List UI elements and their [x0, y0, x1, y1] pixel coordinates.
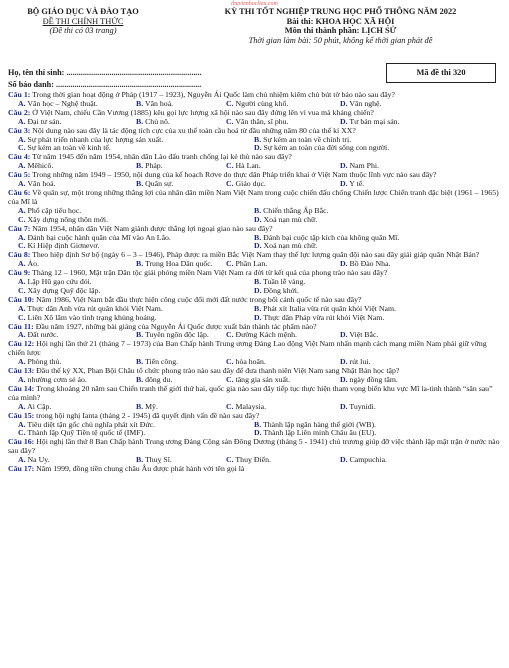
- answer-options: [8, 278, 503, 296]
- option-key: C.: [226, 330, 234, 340]
- exam-title: KỲ THI TỐT NGHIỆP TRUNG HỌC PHỔ THÔNG NĂM 2022: [224, 7, 457, 16]
- question-text: Hội nghị lần thứ 8 Ban Chấp hành Trung ương Đảng Cộng sản Đông Dương (tháng 5 - 1941) chủ trương giúp đỡ việc thành lập mặt trận ở nước nào sau đây?: [8, 437, 500, 456]
- option-key: A.: [18, 116, 26, 126]
- option-text: Thực dân Anh vừa rút quân khỏi Việt Nam.: [27, 303, 163, 313]
- option-text: Phần Lan.: [235, 259, 268, 269]
- option-key: D.: [254, 428, 262, 438]
- option-key: C.: [226, 161, 234, 171]
- question-text: Nội dung nào sau đây là tác động tích cực của xu thế toàn cầu hoá từ đầu những năm 80 của thế kỉ XX?: [32, 125, 356, 135]
- option-key: A.: [18, 455, 26, 465]
- option-text: Đường Kách mệnh.: [235, 330, 297, 340]
- answer-option: [254, 216, 503, 225]
- question-list: [8, 91, 503, 474]
- option-text: nhường cơm sẻ áo.: [27, 375, 87, 384]
- question-text: Năm 1999, đồng tiền chung châu Âu được phát hành với tên gọi là: [36, 464, 245, 474]
- question-number: Câu 5:: [8, 170, 31, 180]
- option-text: hòa hoãn.: [235, 357, 266, 367]
- option-key: D.: [340, 259, 348, 269]
- option-key: C.: [226, 357, 234, 367]
- exam-time: Thời gian làm bài: 50 phút, không kể thời gian phát đề: [248, 35, 433, 45]
- option-text: Xây dựng nông thôn mới.: [27, 214, 109, 224]
- option-text: Phát xít Italia vừa rút quân khỏi Việt Nam.: [263, 303, 396, 313]
- option-text: rút lui.: [349, 357, 371, 367]
- option-text: Người cùng khổ.: [235, 98, 289, 108]
- question-number: Câu 13:: [8, 366, 35, 376]
- option-text: Liên Xô lâm vào tình trạng khủng hoảng.: [27, 312, 157, 322]
- question-number: Câu 11:: [8, 321, 34, 331]
- option-text: Văn học – Nghệ thuật.: [27, 98, 98, 108]
- option-text: Chiến thắng Ấp Bắc.: [263, 205, 329, 215]
- option-text: Giáo dục.: [235, 179, 266, 189]
- exam-header: [8, 7, 503, 69]
- option-text: Kí Hiệp định Giơnevơ.: [27, 241, 100, 251]
- option-text: Tuyên ngôn độc lập.: [144, 330, 209, 340]
- option-text: Thành lập Liên minh Châu âu (EU).: [263, 428, 377, 438]
- option-key: B.: [136, 375, 144, 384]
- answer-option: [340, 403, 503, 412]
- option-text: Đồng khởi.: [263, 285, 299, 295]
- question-number: Câu 2:: [8, 107, 31, 117]
- question-text: trong hội nghị Ianta (tháng 2 - 1945) đã quyết định vấn đề nào sau đây?: [36, 410, 260, 420]
- option-text: Việt Bắc.: [349, 330, 379, 340]
- exam-subject: Môn thi thành phần: LỊCH SỬ: [284, 26, 397, 36]
- answer-option: [340, 456, 503, 465]
- question-number: Câu 9:: [8, 268, 31, 278]
- question-number: Câu 14:: [8, 383, 35, 393]
- answer-options: [8, 234, 503, 252]
- candidate-id-line: Số báo danh: .......................................................................: [8, 80, 202, 89]
- option-text: Văn hoá.: [27, 179, 56, 189]
- option-key: B.: [254, 232, 262, 242]
- option-text: Xây dựng Quỹ độc lập.: [27, 285, 101, 295]
- option-key: D.: [340, 179, 348, 189]
- option-text: Bồ Đào Nha.: [349, 259, 391, 269]
- option-text: Thuỵ Điển.: [235, 455, 271, 465]
- question: [8, 385, 503, 403]
- option-key: B.: [254, 277, 262, 287]
- question-number: Câu 12:: [8, 339, 35, 349]
- option-key: A.: [18, 179, 26, 189]
- exam-code-box: Mã đề thi 320: [386, 63, 496, 83]
- option-text: Tuynidi.: [349, 401, 376, 411]
- option-key: D.: [254, 214, 262, 224]
- option-key: D.: [254, 312, 262, 322]
- option-text: Na Uy.: [27, 455, 50, 465]
- option-text: Thành lập ngân hàng thế giới (WB).: [262, 419, 377, 429]
- option-text: Thực dân Pháp vừa rút khỏi Việt Nam.: [263, 312, 385, 322]
- watermark: thuvienhoclieu.com: [231, 1, 278, 7]
- question-text: Đầu thế kỷ XX, Phan Bội Châu tổ chức phong trào nào sau đây để đưa thanh niên Việt Nam sang Nhật Bản học tập?: [36, 366, 400, 376]
- option-text: Tiêu diệt tận gốc chủ nghĩa phát xít Đức.: [27, 419, 155, 429]
- option-key: B.: [136, 401, 144, 411]
- option-key: A.: [18, 303, 26, 313]
- option-key: C.: [18, 143, 26, 153]
- option-key: C.: [226, 375, 234, 384]
- option-text: Campuchia.: [349, 455, 388, 465]
- option-text: Sự kém an toàn về chính trị.: [263, 134, 352, 144]
- question-number: Câu 10:: [8, 294, 35, 304]
- option-key: C.: [226, 259, 234, 269]
- exam-title-block: [178, 7, 503, 45]
- option-text: Đại tư sản.: [27, 116, 62, 126]
- question-text: Tháng 12 – 1960, Mặt trận Dân tộc giải phóng miền Nam Việt Nam ra đời từ kết quả của phong trào nào sau đây?: [32, 268, 388, 278]
- option-key: C.: [226, 401, 234, 411]
- option-text: Xoá nạn mù chữ.: [263, 241, 318, 251]
- option-key: A.: [18, 277, 26, 287]
- option-key: B.: [254, 134, 262, 144]
- candidate-info: [8, 67, 308, 91]
- option-key: A.: [18, 232, 26, 242]
- answer-options: [8, 207, 503, 225]
- question-text: Hội nghị lần thứ 21 (tháng 7 – 1973) của Ban Chấp hành Trung ương Đảng Lao động Việt Nam nhấn mạnh cách mạng miền Nam phải giữ vững chiến lược: [8, 339, 487, 358]
- option-text: đông du.: [145, 375, 173, 384]
- option-key: B.: [136, 455, 144, 465]
- option-key: D.: [340, 357, 348, 367]
- option-key: C.: [18, 214, 26, 224]
- option-key: B.: [136, 259, 144, 269]
- candidate-name-line: Họ, tên thí sinh: ..................................................................: [8, 68, 202, 77]
- option-text: Sự kém an toàn của đời sống con người.: [263, 143, 390, 153]
- option-key: D.: [340, 375, 348, 384]
- option-key: C.: [18, 285, 26, 295]
- option-text: Sự kém an toàn về kinh tế.: [27, 143, 111, 153]
- option-text: tăng gia sản xuất.: [235, 375, 291, 384]
- option-key: C.: [226, 116, 234, 126]
- option-key: A.: [18, 375, 26, 384]
- option-text: Quân sự.: [145, 179, 174, 189]
- question-number: Câu 7:: [8, 223, 31, 233]
- option-key: A.: [18, 134, 26, 144]
- option-text: Ai Cập.: [27, 401, 52, 411]
- option-key: C.: [18, 428, 26, 438]
- option-text: Sự phát triển nhanh của lực lượng sản xuất.: [27, 134, 164, 144]
- question-number: Câu 3:: [8, 125, 31, 135]
- option-key: A.: [18, 401, 26, 411]
- option-key: B.: [254, 419, 262, 429]
- exam-section: Bài thi: KHOA HỌC XÃ HỘI: [286, 16, 395, 26]
- answer-options: [8, 136, 503, 154]
- option-text: Ảo.: [27, 259, 40, 269]
- option-key: A.: [18, 205, 26, 215]
- option-key: B.: [136, 161, 144, 171]
- question: [8, 189, 503, 207]
- option-text: Mỹ.: [145, 401, 158, 411]
- answer-options: [8, 421, 503, 439]
- option-key: B.: [136, 330, 144, 340]
- option-key: B.: [136, 179, 144, 189]
- option-key: B.: [254, 303, 262, 313]
- question-text: Trong thời gian hoạt động ở Pháp (1917 – 1923), Nguyễn Ái Quốc làm chủ nhiệm kiêm chủ bút tờ báo nào sau đây?: [32, 90, 396, 99]
- question-text: Năm 1954, nhân dân Việt Nam giành được thắng lợi ngoại giao nào sau đây?: [32, 223, 273, 233]
- option-text: Tuần lễ vàng.: [262, 277, 306, 287]
- question: [8, 340, 503, 358]
- question-text: Đầu năm 1927, những bài giảng của Nguyễn Ái Quốc được xuất bản thành tác phẩm nào?: [35, 321, 317, 331]
- answer-options: [8, 305, 503, 323]
- option-text: Văn nghệ.: [349, 98, 382, 108]
- question-number: Câu 1:: [8, 90, 31, 99]
- question-number: Câu 17:: [8, 464, 35, 474]
- question: [8, 438, 503, 456]
- option-text: Tư bản mại sản.: [349, 116, 400, 126]
- option-key: D.: [254, 285, 262, 295]
- option-key: C.: [226, 455, 234, 465]
- option-key: A.: [18, 161, 26, 171]
- question-number: Câu 8:: [8, 250, 31, 260]
- option-key: D.: [254, 143, 262, 153]
- option-text: Pháp.: [145, 161, 163, 171]
- option-text: Đất nước.: [27, 330, 59, 340]
- option-key: D.: [340, 455, 348, 465]
- option-text: Xoá nạn mù chữ.: [263, 214, 318, 224]
- option-text: Văn hoá.: [144, 98, 174, 108]
- option-key: D.: [340, 116, 348, 126]
- option-key: D.: [340, 161, 348, 171]
- option-key: C.: [226, 98, 234, 108]
- question-text: Về quân sự, một trong những thắng lợi của nhân dân miền Nam Việt Nam trong cuộc chiến đấu chống Chiến lược Chiến tranh đặc biệt (1961 – 1965) của Mĩ là: [8, 187, 499, 206]
- option-text: Tiến công.: [144, 357, 179, 367]
- option-key: A.: [18, 419, 26, 429]
- question-text: Theo hiệp định Sơ bộ (ngày 6 – 3 – 1946), Pháp được ra miền Bắc Việt Nam thay thế lực lượng quân đội nào sau đây giải giáp quân Nhật Bản?: [32, 250, 480, 260]
- question-number: Câu 16:: [8, 437, 35, 447]
- option-key: B.: [136, 357, 144, 367]
- option-key: A.: [18, 357, 26, 367]
- option-text: Thuỵ Sĩ.: [144, 455, 172, 465]
- question-text: Trong khoảng 20 năm sau Chiến tranh thế giới thứ hai, quốc gia nào sau đây tiếp tục thực hiện tham vọng biến khu vực Mĩ la-tinh thành “sân sau” của mình?: [8, 383, 493, 402]
- option-key: B.: [254, 205, 262, 215]
- option-key: D.: [340, 330, 348, 340]
- option-text: Chủ nô.: [145, 116, 170, 126]
- option-key: A.: [18, 259, 26, 269]
- question-number: Câu 15:: [8, 410, 35, 420]
- option-text: Phổ cập tiểu học.: [27, 205, 82, 215]
- option-text: Đánh bại cuộc tập kích của không quân Mĩ.: [263, 232, 400, 242]
- option-key: D.: [340, 98, 348, 108]
- official-label: ĐỀ THI CHÍNH THỨC: [42, 16, 124, 26]
- option-text: Hà Lan.: [235, 161, 261, 171]
- question-number: Câu 4:: [8, 152, 31, 162]
- question-text: Từ năm 1945 đến năm 1954, nhân dân Lào đấu tranh chống lại kẻ thù nào sau đây?: [32, 152, 292, 162]
- question: [8, 465, 503, 474]
- question-number: Câu 6:: [8, 187, 31, 197]
- question-text: Năm 1986, Việt Nam bắt đầu thực hiện công cuộc đổi mới đất nước trong bối cảnh quốc tế nào sau đây?: [36, 294, 362, 304]
- page-count: (Đề thi có 03 trang): [49, 26, 117, 36]
- option-text: Mêhicô.: [27, 161, 54, 171]
- answer-option: [340, 118, 503, 127]
- option-text: Trung Hoa Dân quốc.: [144, 259, 213, 269]
- option-key: B.: [136, 98, 144, 108]
- ministry-block: [8, 7, 158, 36]
- option-key: D.: [254, 241, 262, 251]
- option-text: Phòng thủ.: [27, 357, 62, 367]
- option-text: Văn thân, sĩ phu.: [235, 116, 289, 126]
- option-text: Nam Phi.: [349, 161, 380, 171]
- question-text: Trong những năm 1949 – 1950, nội dung của kế hoạch Rơve do thực dân Pháp triển khai ở Việt Nam thuộc lĩnh vực nào sau đây?: [32, 170, 437, 180]
- option-text: ngày đồng tâm.: [349, 375, 398, 384]
- option-key: B.: [136, 116, 144, 126]
- option-key: A.: [18, 98, 26, 108]
- option-key: A.: [18, 330, 26, 340]
- option-text: Lập Hũ gạo cứu đói.: [27, 277, 92, 287]
- option-key: D.: [340, 401, 348, 411]
- option-key: C.: [18, 312, 26, 322]
- option-text: Thành lập Quỹ Tiền tệ quốc tế (IMF).: [27, 428, 146, 438]
- option-text: Y tế.: [349, 179, 365, 189]
- option-text: Malaysia.: [235, 401, 267, 411]
- option-text: Đánh bại cuộc hành quân của Mĩ vào An Lão.: [27, 232, 171, 242]
- ministry-name: BỘ GIÁO DỤC VÀ ĐÀO TẠO: [27, 7, 139, 16]
- question-text: Ở Việt Nam, chiếu Cần Vương (1885) kêu gọi lực lượng xã hội nào sau đây đứng lên vì vua mà kháng chiến?: [32, 107, 374, 117]
- option-key: C.: [226, 179, 234, 189]
- option-key: C.: [18, 241, 26, 251]
